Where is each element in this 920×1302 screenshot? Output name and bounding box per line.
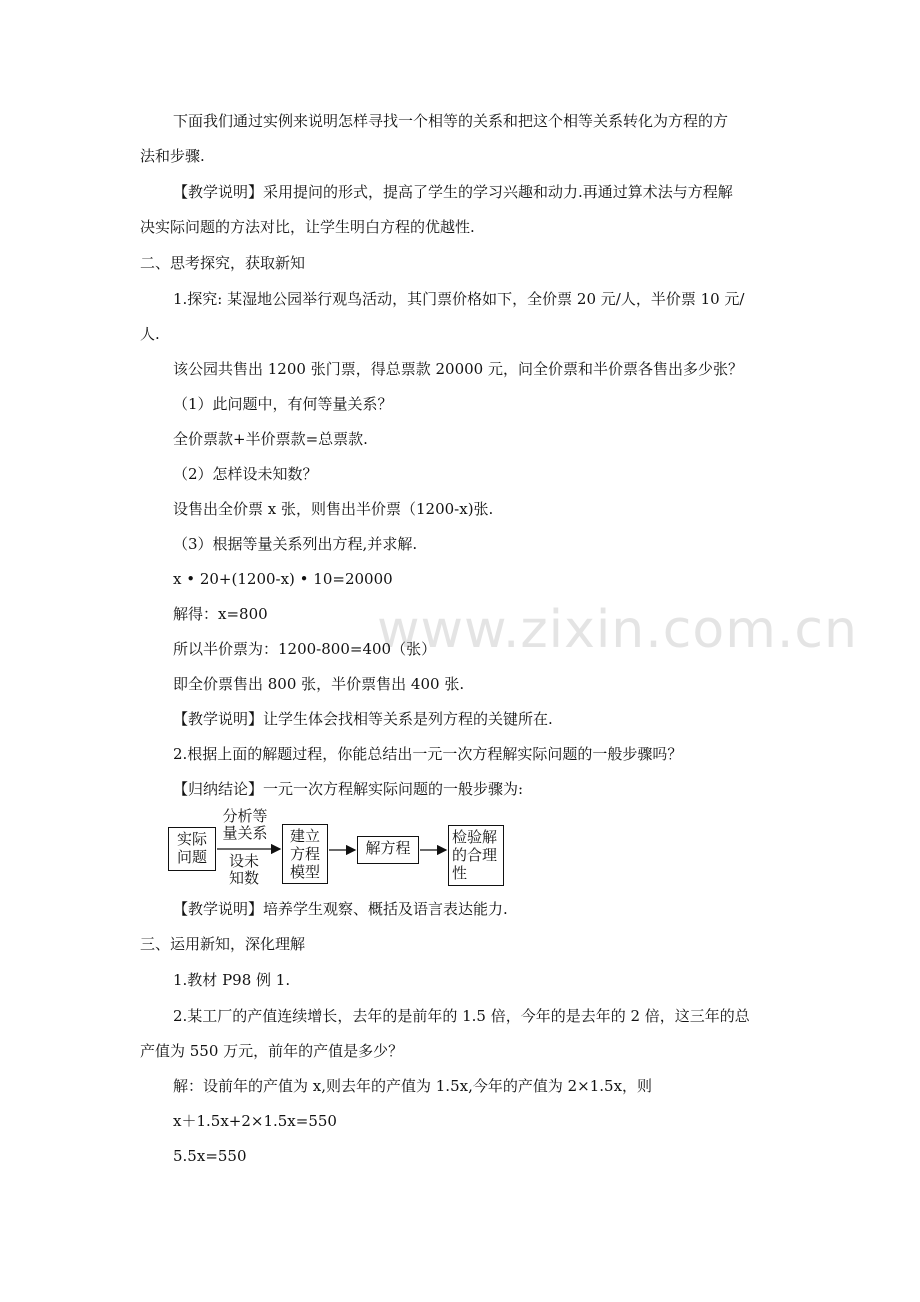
paragraph-line: 2.根据上面的解题过程，你能总结出一元一次方程解实际问题的一般步骤吗？ [173,745,683,763]
paragraph-line: 决实际问题的方法对比，让学生明白方程的优越性. [140,218,475,236]
paragraph-line: 法和步骤. [140,147,205,165]
paragraph-line: 该公园共售出 1200 张门票，得总票款 20000 元，问全价票和半价票各售出多少张？ [173,360,743,378]
paragraph-line: （2）怎样设未知数？ [173,465,318,483]
paragraph-line: 1.探究: 某湿地公园举行观鸟活动，其门票价格如下，全价票 20 元/人，半价票 10 元/ [173,290,745,308]
flow-label-set-unknown: 设未知数 [228,852,259,887]
paragraph-line: 【教学说明】采用提问的形式，提高了学生的学习兴趣和动力.再通过算术法与方程解 [173,183,733,201]
paragraph-line: 【归纳结论】一元一次方程解实际问题的一般步骤为: [173,780,524,798]
equation-line: x＋1.5x+2×1.5x=550 [173,1112,337,1130]
section-heading: 二、思考探究，获取新知 [140,254,306,272]
paragraph-line: 全价票款+半价票款=总票款. [173,430,368,448]
equation-line: 解得：x=800 [173,605,268,623]
flow-label-analyze: 分析等量关系 [222,807,268,842]
watermark: www.zixin.com.cn [377,600,858,660]
equation-line: 5.5x=550 [173,1147,247,1165]
paragraph-line: 【教学说明】让学生体会找相等关系是列方程的关键所在. [173,710,553,728]
section-heading: 三、运用新知，深化理解 [140,935,306,953]
paragraph-line: 人. [140,325,160,343]
paragraph-line: （1）此问题中，有何等量关系？ [173,395,393,413]
paragraph-line: 产值为 550 万元，前年的产值是多少？ [140,1042,404,1060]
paragraph-line: 2.某工厂的产值连续增长，去年的是前年的 1.5 倍，今年的是去年的 2 倍，这三年的总 [173,1007,750,1025]
paragraph-line: 设售出全价票 x 张，则售出半价票（1200-x)张. [173,500,494,518]
flow-box-verify: 检验解的合理性 [448,825,504,886]
paragraph-line: 所以半价票为：1200-800=400（张） [173,640,437,658]
flow-box-actual-problem: 实际问题 [168,827,216,871]
flow-box-solve-equation: 解方程 [357,836,419,864]
equation-line: x • 20+(1200-x) • 10=20000 [173,570,393,588]
paragraph-line: 【教学说明】培养学生观察、概括及语言表达能力. [173,900,508,918]
paragraph-line: （3）根据等量关系列出方程,并求解. [173,535,418,553]
paragraph-line: 下面我们通过实例来说明怎样寻找一个相等的关系和把这个相等关系转化为方程的方 [173,112,729,130]
paragraph-line: 即全价票售出 800 张，半价票售出 400 张. [173,675,465,693]
paragraph-line: 1.教材 P98 例 1. [173,971,291,989]
paragraph-line: 解：设前年的产值为 x,则去年的产值为 1.5x,今年的产值为 2×1.5x，则 [173,1077,653,1095]
flow-box-build-model: 建立方程模型 [282,824,328,884]
